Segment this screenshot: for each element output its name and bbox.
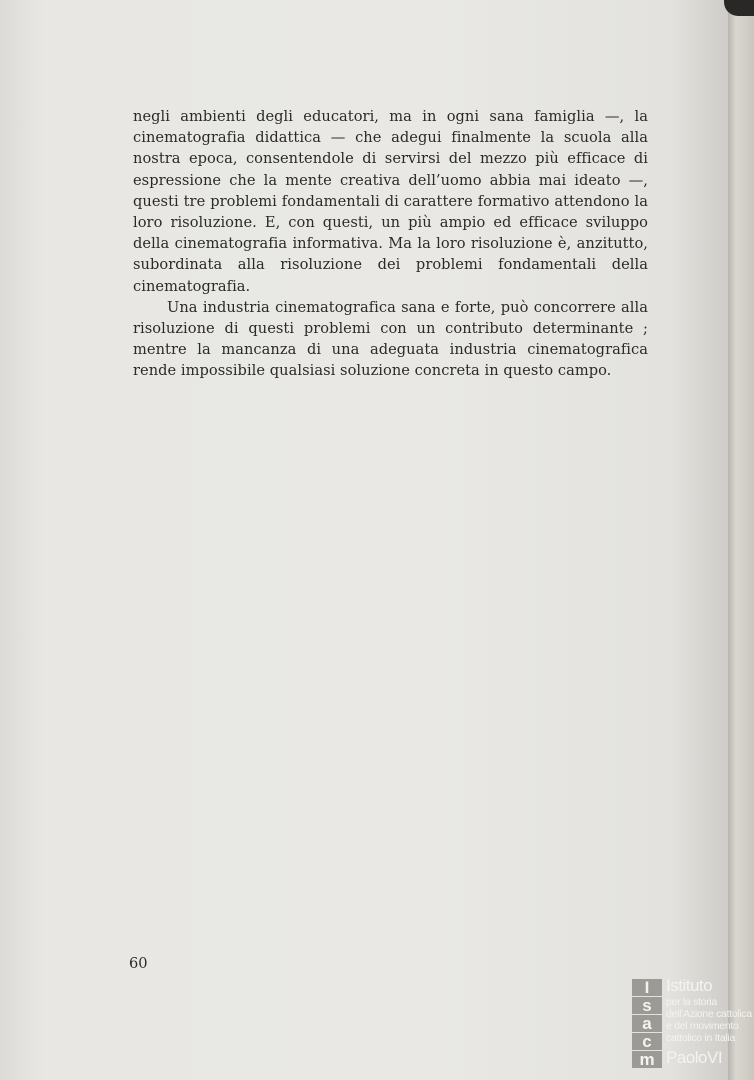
paragraph-1: negli ambienti degli educatori, ma in ogni sana famiglia —, la cinematografia didattica — che adegui finalmente la scuola alla nostra epoca, consentendole di servirsi del mezzo più efficace di espressione che la mente creativa dell’uomo abbia mai ideato —, questi tre problemi fondamentali di carattere formativo attendono la loro risoluzione. E, con questi, un più ampio ed efficace sviluppo della cinematografia informativa. Ma la loro risoluzione è, anzitutto, subordinata alla risoluzione dei problemi fondamentali della cinematografia. bbox=[133, 108, 648, 295]
page-number: 60 bbox=[129, 955, 148, 972]
paragraph-2: Una industria cinematografica sana e forte, può concorrere alla risoluzione di questi problemi con un contributo determinante ; mentre la mancanza di una adeguata industria cinematografica rende impossibile qualsiasi soluzione concreta in questo campo. bbox=[133, 298, 648, 380]
logo-letter-m: m bbox=[632, 1051, 662, 1068]
logo-letter-c: c bbox=[632, 1033, 662, 1050]
logo-letter-a: a bbox=[632, 1015, 662, 1032]
watermark-logo bbox=[632, 976, 754, 1069]
body-text bbox=[133, 106, 648, 382]
logo-line-1: per la storia bbox=[666, 996, 717, 1008]
logo-title: Istituto bbox=[666, 976, 713, 995]
logo-letter-s: s bbox=[632, 997, 662, 1014]
logo-letter-i: I bbox=[632, 979, 662, 996]
logo-line-3: e del movimento bbox=[666, 1020, 739, 1032]
logo-line-2: dell’Azione cattolica bbox=[666, 1008, 752, 1020]
page-edge bbox=[728, 0, 754, 1080]
logo-letter-column bbox=[632, 979, 662, 1067]
logo-name: PaoloVI bbox=[666, 1048, 723, 1067]
logo-line-4: cattolico in Italia bbox=[666, 1032, 736, 1044]
